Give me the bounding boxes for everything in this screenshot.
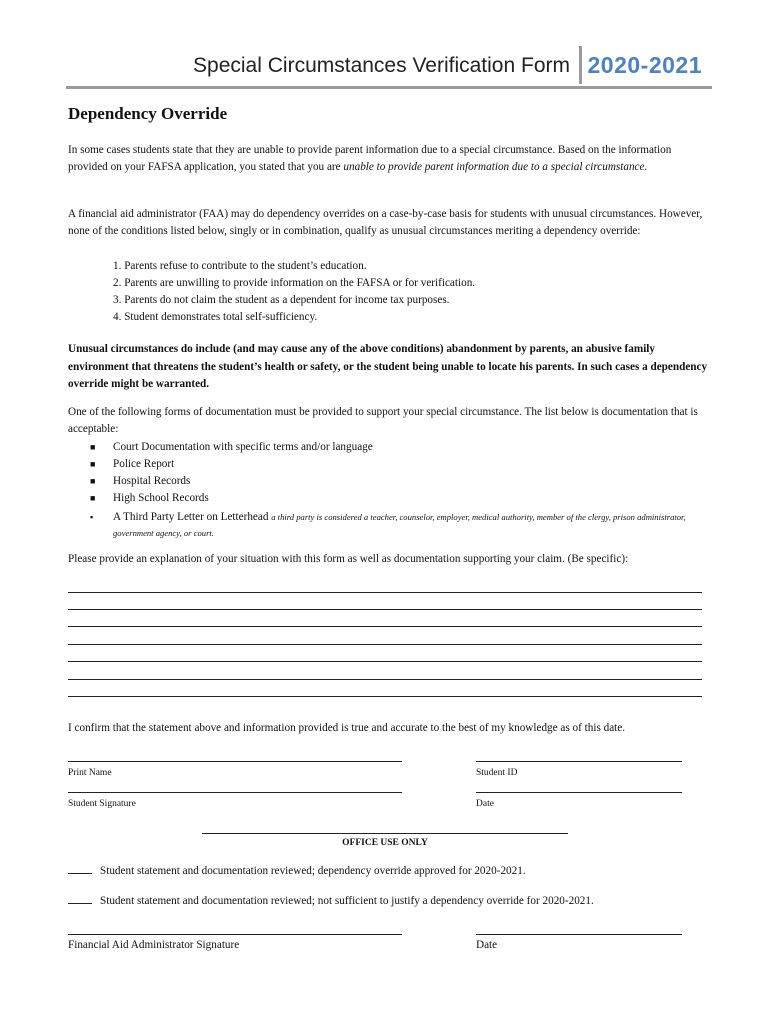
denied-check-blank[interactable]	[68, 903, 92, 904]
bullet-icon: ■	[90, 476, 96, 486]
condition-item: 3. Parents do not claim the student as a dependent for income tax purposes.	[113, 294, 450, 306]
office-option-label: Student statement and documentation reviewed; dependency override approved for 2020-2021.	[100, 865, 526, 877]
form-year: 2020-2021	[587, 52, 702, 78]
condition-item: 4. Student demonstrates total self-sufficiency.	[113, 311, 318, 323]
print-name-line[interactable]	[68, 761, 402, 762]
office-option-approved	[68, 865, 526, 877]
faa-date-label: Date	[476, 939, 498, 951]
student-id-label: Student ID	[476, 768, 518, 778]
bullet-icon: ■	[90, 493, 96, 503]
documentation-item-third-party	[113, 509, 708, 541]
condition-item: 1. Parents refuse to contribute to the student’s education.	[113, 260, 367, 272]
faa-signature-label: Financial Aid Administrator Signature	[68, 939, 240, 951]
explanation-line[interactable]	[68, 626, 702, 627]
documentation-item: Court Documentation with specific terms and/or language	[113, 441, 373, 453]
explanation-prompt: Please provide an explanation of your situation with this form as well as documentation supporting your claim. (Be specific):	[68, 553, 629, 565]
documentation-item: Hospital Records	[113, 475, 191, 487]
student-signature-label: Student Signature	[68, 799, 136, 809]
confirm-statement: I confirm that the statement above and information provided is true and accurate to the best of my knowledge as of this date.	[68, 722, 626, 734]
explanation-line[interactable]	[68, 679, 702, 680]
section-title: Dependency Override	[68, 104, 228, 123]
header-separator	[579, 46, 582, 84]
bullet-icon: ▪	[90, 512, 94, 522]
documentation-item: Police Report	[113, 458, 175, 470]
date-line[interactable]	[476, 792, 682, 793]
form-header	[66, 44, 712, 89]
intro-italic-text: unable to provide parent information due to a special circumstance.	[343, 161, 648, 174]
office-use-heading: OFFICE USE ONLY	[342, 838, 428, 848]
third-party-note: a third party is considered a teacher, counselor, employer, medical authority, member of the clergy, prison administrator, government agency, or court.	[113, 512, 686, 538]
faa-date-line[interactable]	[476, 934, 682, 935]
print-name-label: Print Name	[68, 768, 112, 778]
unusual-circumstances-paragraph: Unusual circumstances do include (and may cause any of the above conditions) abandonment by parents, an abusive family environment that threatens the student’s health or safety, or the student being unable to locate his parents. In such cases a dependency override might be warranted.	[68, 343, 708, 390]
bullet-icon: ■	[90, 442, 96, 452]
faa-signature-line[interactable]	[68, 934, 402, 935]
intro-paragraph	[68, 142, 708, 176]
office-option-denied	[68, 895, 594, 907]
approved-check-blank[interactable]	[68, 873, 92, 874]
student-id-line[interactable]	[476, 761, 682, 762]
bullet-icon: ■	[90, 459, 96, 469]
intro-text: In some cases students state that they are unable to provide parent information due to a special circumstance. Based on the information provided on your FAFSA application, you stated that you are	[68, 144, 672, 174]
explanation-line[interactable]	[68, 592, 702, 593]
office-option-label: Student statement and documentation reviewed; not sufficient to justify a dependency override for 2020-2021.	[100, 895, 594, 907]
date-label: Date	[476, 799, 494, 809]
explanation-line[interactable]	[68, 661, 702, 662]
office-use-rule	[202, 833, 568, 834]
student-signature-line[interactable]	[68, 792, 402, 793]
explanation-line[interactable]	[68, 696, 702, 697]
faa-paragraph: A financial aid administrator (FAA) may do dependency overrides on a case-by-case basis for students with unusual circumstances. However, none of the conditions listed below, singly or in combination, qualify as unusual circumstances meriting a dependency override:	[68, 208, 703, 238]
documentation-item: High School Records	[113, 492, 209, 504]
explanation-line[interactable]	[68, 609, 702, 610]
condition-item: 2. Parents are unwilling to provide information on the FAFSA or for verification.	[113, 277, 476, 289]
documentation-intro: One of the following forms of documentation must be provided to support your special circumstance. The list below is documentation that is acceptable:	[68, 406, 698, 436]
form-title: Special Circumstances Verification Form	[193, 54, 570, 77]
explanation-line[interactable]	[68, 644, 702, 645]
documentation-item: A Third Party Letter on Letterhead	[113, 511, 269, 523]
